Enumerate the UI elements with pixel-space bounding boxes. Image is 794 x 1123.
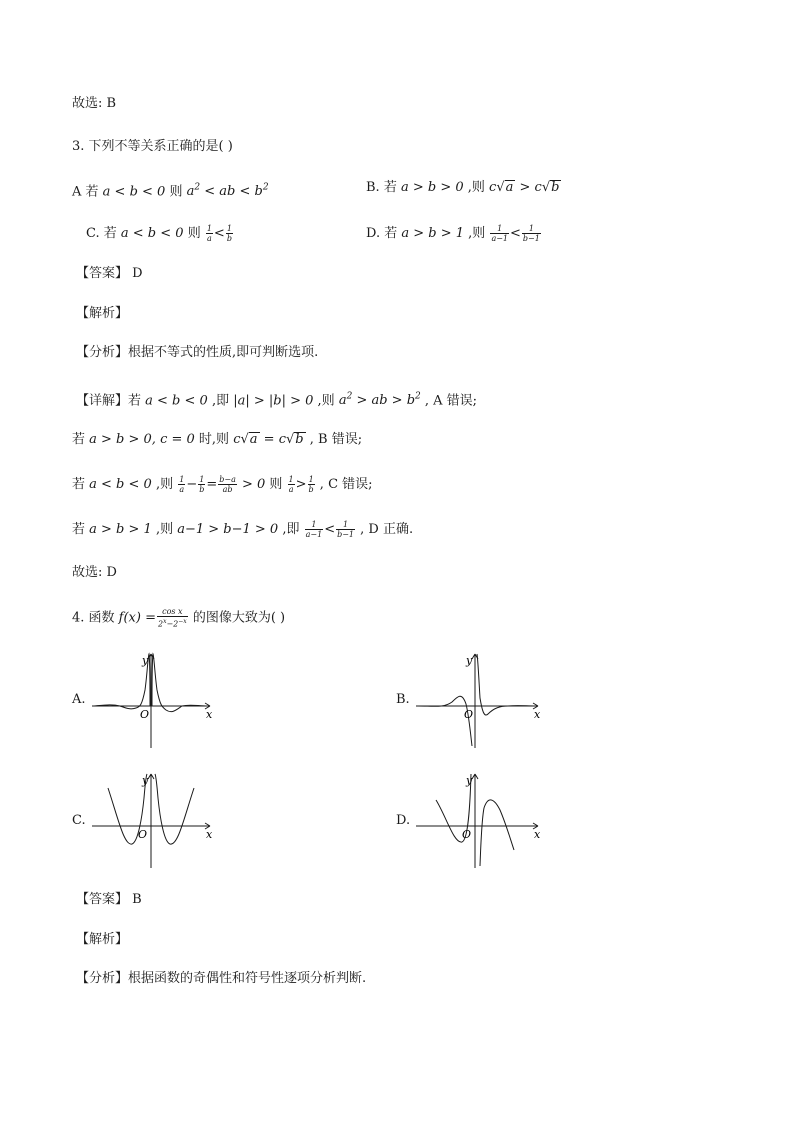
- prev-answer-choice: 故选: B: [72, 96, 117, 111]
- graph-b-origin-label: O: [464, 708, 474, 721]
- q3-analysis-summary: 【分析】根据不等式的性质,即可判断选项.: [76, 345, 319, 360]
- q3-detail-2-c: , B 错误;: [305, 432, 363, 447]
- q4-graph-c: [90, 768, 220, 870]
- q4-graph-b: [414, 648, 544, 750]
- q3-detail-3-d: , C 错误;: [315, 477, 373, 492]
- q4-function-frac: $\frac{\text{cos x}}{2^x-2^{-x}}$: [157, 607, 187, 629]
- q4-option-d-label: D.: [396, 813, 411, 828]
- q3-detail-4-d: , D 正确.: [356, 522, 414, 537]
- graph-a-y-label: y: [142, 654, 149, 667]
- q3-c-frac-left: $\frac{1}{a}$: [206, 224, 212, 243]
- q3-detail-1-b: ,即: [207, 393, 234, 409]
- q3-c-prefix: C. 若: [86, 226, 121, 241]
- q3-d-frac-left: $\frac{1}{a-1}$: [491, 224, 508, 243]
- q3-option-d: D. 若 a > b > 1 ,则 $\frac{1}{a-1}$ < $\frac{1}{b-1}$: [366, 224, 540, 243]
- q3-c-condition: a < b < 0: [120, 226, 184, 241]
- q4-graph-a: [90, 648, 220, 750]
- q3-b-prefix: B. 若: [366, 180, 401, 195]
- q3-detail-2: 若 a > b > 0, c = 0 时,则 c√a = c√b , B 错误;: [72, 432, 363, 447]
- q3-detail-1-d: , A 错误;: [420, 393, 478, 409]
- q3-b-condition: a > b > 0: [400, 180, 464, 195]
- q3-d-then: ,则: [464, 226, 490, 241]
- q3-detail-3: 若 a < b < 0 ,则 $\frac{1}{a}$ − $\frac{1}{b}$ = $\frac{b-a}{ab}$ > 0 则 $\frac{1}{a}$ > $\frac{1}{b}$ , C 错误;: [72, 475, 373, 494]
- graph-d-y-label: y: [466, 774, 473, 787]
- q4-analysis-summary: 【分析】根据函数的奇偶性和符号性逐项分析判断.: [76, 971, 367, 986]
- q3-detail-4-c: ,即: [278, 522, 304, 537]
- q3-detail-2-b: 时,则: [194, 432, 234, 447]
- q3-d-condition: a > b > 1: [401, 226, 465, 241]
- graph-d-origin-label: O: [462, 828, 472, 841]
- q3-answer: 【答案】 D: [76, 266, 143, 281]
- q3-option-a: [72, 178, 269, 202]
- graph-c-x-label: x: [206, 828, 213, 841]
- q4-analysis-header: 【解析】: [76, 932, 129, 947]
- q3-analysis-header: 【解析】: [76, 306, 129, 321]
- q3-final-choice: 故选: D: [72, 565, 117, 580]
- q3-detail-2-a: 若: [72, 432, 90, 447]
- q3-d-prefix: D. 若: [366, 226, 402, 241]
- q4-graph-d: [414, 768, 544, 870]
- q4-option-c-label: C.: [72, 813, 86, 828]
- q3-a-then: 则: [165, 184, 187, 200]
- q3-detail-3-b: ,则: [151, 477, 178, 492]
- q3-detail-3-a: 若: [72, 477, 90, 492]
- q3-b-then: ,则: [463, 180, 490, 195]
- q4-prefix: 4. 函数: [72, 610, 119, 626]
- q3-d-frac-right: $\frac{1}{b-1}$: [522, 224, 540, 243]
- q4-option-a-label: A.: [72, 692, 86, 707]
- q4-suffix: 的图像大致为( ): [188, 610, 286, 626]
- graph-b-y-label: y: [466, 654, 473, 667]
- q3-a-expression: $a^2$ < ab < $b^2$: [186, 183, 269, 200]
- q3-detail-4: 若 a > b > 1 ,则 a−1 > b−1 > 0 ,即 $\frac{1}{a-1}$ < $\frac{1}{b-1}$ , D 正确.: [72, 520, 414, 539]
- q3-detail-1: 【详解】若 a < b < 0 ,即 |a| > |b| > 0 ,则 $a^2$ > ab > $b^2$ , A 错误;: [76, 392, 478, 409]
- graph-a-x-label: x: [206, 708, 213, 721]
- q3-a-prefix: A 若: [72, 184, 103, 200]
- q3-detail-3-c: 则: [265, 477, 287, 492]
- q3-detail-1-c: ,则: [313, 393, 339, 409]
- q3-detail-1-a: 【详解】若: [76, 393, 146, 409]
- q3-c-frac-right: $\frac{1}{b}$: [226, 224, 232, 243]
- q3-a-condition: a < b < 0: [102, 184, 166, 200]
- q4-answer: 【答案】 B: [76, 892, 142, 907]
- question-3-title: 3. 下列不等关系正确的是( ): [72, 139, 233, 154]
- q3-option-b: [366, 178, 561, 198]
- q3-c-then: 则: [183, 226, 205, 241]
- q3-b-expression: c√a > c√b: [489, 180, 560, 195]
- q3-detail-4-b: ,则: [151, 522, 178, 537]
- q3-option-c: C. 若 a < b < 0 则 $\frac{1}{a}$ < $\frac{1}{b}$: [86, 224, 232, 243]
- graph-c-y-label: y: [142, 774, 149, 787]
- graph-b-x-label: x: [534, 708, 541, 721]
- q3-detail-4-a: 若: [72, 522, 90, 537]
- graph-c-origin-label: O: [138, 828, 148, 841]
- question-4-title: 4. 函数 f(x) = $\frac{\text{cos x}}{2^x-2^{-x}}$ 的图像大致为( ): [72, 607, 286, 629]
- q4-option-b-label: B.: [396, 692, 410, 707]
- graph-d-x-label: x: [534, 828, 541, 841]
- graph-a-origin-label: O: [140, 708, 150, 721]
